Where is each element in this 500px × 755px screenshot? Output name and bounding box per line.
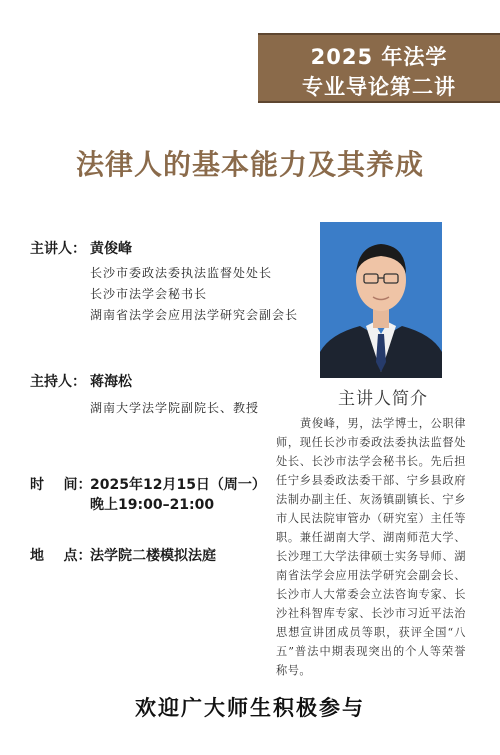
place-value: 法学院二楼模拟法庭 (90, 548, 216, 564)
bio-text: 黄俊峰，男，法学博士，公职律师，现任长沙市委政法委执法监督处处长、长沙市法学会秘书长。先后担任宁乡县委政法委干部、宁乡县政府法制办副主任、灰汤镇副镇长、宁乡市人民法院审管办（研究室）主任等职。兼任湖南大学、湖南师范大学、长沙理工大学法律硕士实务导师、湖南省法学会应用法学研究会副会长、长沙市人大常委会立法咨询专家、长沙社科智库专家、长沙市习近平法治思想宣讲团成员等职，获评全国“八五”普法中期表现突出的个人等荣誉称号。 (276, 417, 466, 677)
header-banner (258, 33, 500, 103)
time-date: 2025年12月15日（周一） (90, 477, 266, 493)
host-title-1: 湖南大学法学院副院长、教授 (90, 401, 260, 415)
banner-line-1: 2025 年法学 (310, 45, 448, 69)
place-label: 地 点： (30, 548, 92, 564)
speaker-label: 主讲人： (30, 241, 86, 257)
speaker-photo (320, 222, 442, 378)
speaker-title-1: 长沙市委政法委执法监督处处长 (90, 266, 273, 280)
lecture-title: 法律人的基本能力及其养成 (75, 148, 424, 181)
banner-line-2: 专业导论第二讲 (302, 75, 456, 99)
speaker-title-3: 湖南省法学会应用法学研究会副会长 (90, 308, 299, 322)
host-label: 主持人： (30, 374, 86, 390)
time-label: 时 间： (30, 477, 92, 493)
bio-heading: 主讲人简介 (338, 389, 428, 409)
speaker-name: 黄俊峰 (90, 241, 132, 257)
speaker-title-2: 长沙市法学会秘书长 (90, 287, 208, 301)
host-name: 蒋海松 (90, 374, 132, 390)
footer-invitation: 欢迎广大师生积极参与 (135, 696, 365, 720)
time-hours: 晚上19:00–21:00 (90, 497, 215, 513)
